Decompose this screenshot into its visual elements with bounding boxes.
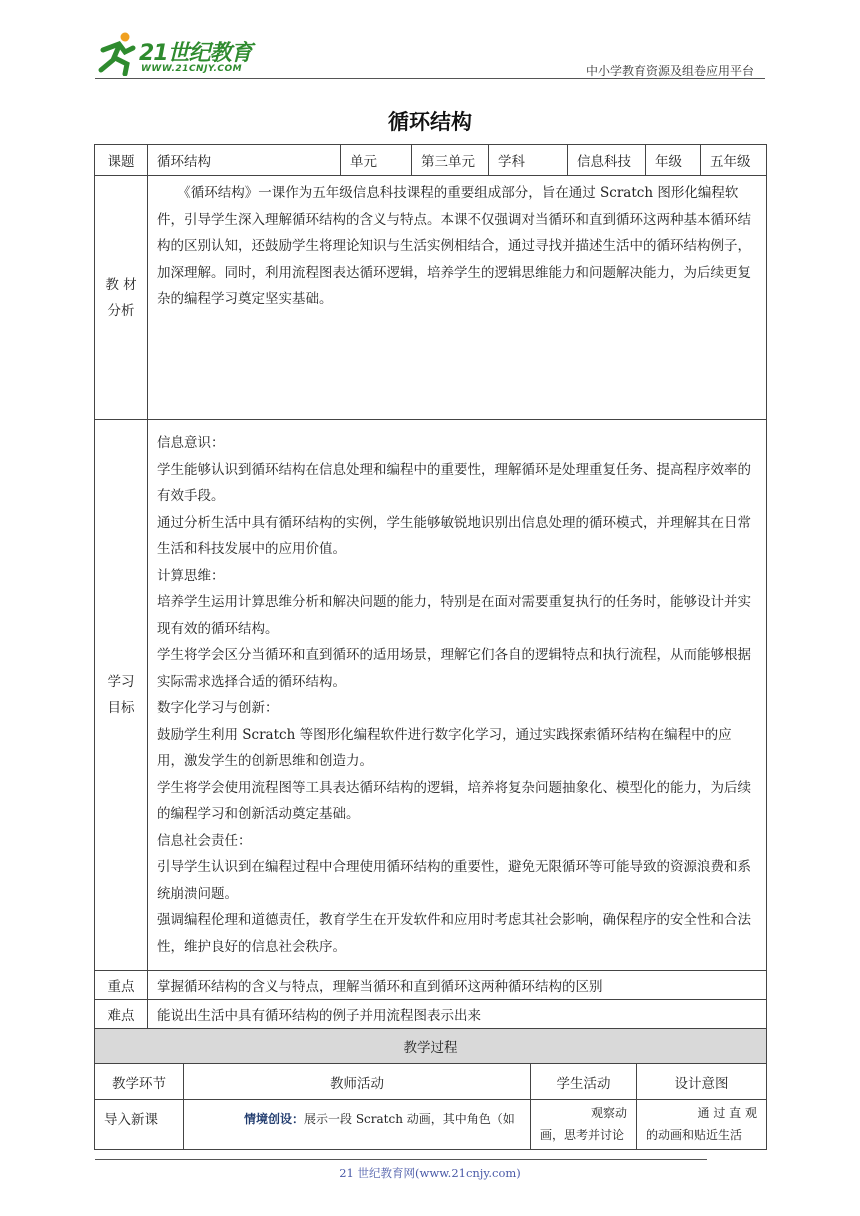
goal-heading: 数字化学习与创新： — [157, 700, 279, 716]
key-point-text: 掌握循环结构的含义与特点，理解当循环和直到循环这两种循环结构的区别 — [148, 971, 767, 1000]
footer-divider — [95, 1159, 707, 1160]
page-footer: 21 世纪教育网(www.21cnjy.com) — [339, 1166, 521, 1180]
goal-text: 通过分析生活中具有循环结构的实例，学生能够敏锐地识别出信息处理的循环模式，并理解其在日常生活和科技发展中的应用价值。 — [157, 514, 751, 557]
teacher-bold-text: 情境创设： — [244, 1112, 305, 1126]
lesson-info-table — [94, 144, 767, 1029]
material-analysis-text: 《循环结构》一课作为五年级信息科技课程的重要组成部分，旨在通过 Scratch 图形化编程软件，引导学生深入理解循环结构的含义与特点。本课不仅强调对当循环和直到循环这两种基本循环结构的区别认知，还鼓励学生将理论知识与生活实例相结合，通过寻找并描述生活中的循环结构例子，加深理解。同时，利用流程图表达循环逻辑，培养学生的逻辑思维能力和问题解决能力，为后续更复杂的编程学习奠定坚实基础。 — [157, 185, 751, 307]
material-analysis-label: 教 材 分析 — [95, 176, 148, 420]
learning-goals-label: 学习 目标 — [95, 420, 148, 971]
teaching-process-table — [94, 1028, 767, 1150]
topic-label: 课题 — [95, 145, 148, 176]
material-analysis-cell — [148, 176, 767, 420]
goal-heading: 信息意识： — [157, 435, 225, 451]
col-stage: 教学环节 — [95, 1064, 184, 1100]
logo-subtext: WWW.21CNJY.COM — [141, 64, 243, 74]
material-analysis-row — [95, 176, 767, 420]
goal-text: 学生能够认识到循环结构在信息处理和编程中的重要性，理解循环是处理重复任务、提高程序效率的有效手段。 — [157, 461, 751, 504]
col-intent: 设计意图 — [637, 1064, 767, 1100]
logo-text: 21世纪教育 — [139, 41, 252, 66]
goal-text: 学生将学会区分当循环和直到循环的适用场景，理解它们各自的逻辑特点和执行流程，从而能够根据实际需求选择合适的循环结构。 — [157, 647, 751, 690]
process-column-headers — [95, 1064, 767, 1100]
intent-line: 通 过 直 观 — [697, 1106, 757, 1120]
key-point-label: 重点 — [95, 971, 148, 1000]
student-line: 画，思考并讨论 — [540, 1128, 625, 1142]
col-student: 学生活动 — [531, 1064, 637, 1100]
platform-name: 中小学教育资源及组卷应用平台 — [585, 64, 754, 78]
goal-heading: 信息社会责任： — [157, 832, 252, 849]
process-heading: 教学过程 — [95, 1029, 767, 1064]
document-title: 循环结构 — [388, 110, 472, 134]
teacher-cell — [184, 1100, 531, 1150]
grade-value: 五年级 — [701, 145, 767, 176]
goal-text: 引导学生认识到在编程过程中合理使用循环结构的重要性，避免无限循环等可能导致的资源浪费和系统崩溃问题。 — [157, 859, 751, 902]
grade-label: 年级 — [646, 145, 701, 176]
intent-cell — [637, 1100, 767, 1150]
difficult-point-text: 能说出生活中具有循环结构的例子并用流程图表示出来 — [148, 1000, 767, 1029]
student-cell — [531, 1100, 637, 1150]
subject-label: 学科 — [489, 145, 568, 176]
intent-line: 的动画和贴近生活 — [646, 1128, 743, 1142]
teacher-text: 展示一段 Scratch 动画，其中角色（如 — [304, 1112, 515, 1126]
difficult-point-row — [95, 1000, 767, 1029]
student-line: 观察动 — [590, 1106, 627, 1120]
goal-text: 学生将学会使用流程图等工具表达循环结构的逻辑，培养将复杂问题抽象化、模型化的能力，为后续的编程学习和创新活动奠定基础。 — [157, 779, 751, 822]
stage-cell: 导入新课 — [95, 1100, 184, 1150]
site-logo — [95, 30, 265, 80]
unit-value: 第三单元 — [412, 145, 489, 176]
goal-heading: 计算思维： — [157, 567, 225, 584]
unit-label: 单元 — [341, 145, 412, 176]
key-point-row — [95, 971, 767, 1000]
goal-text: 强调编程伦理和道德责任，教育学生在开发软件和应用时考虑其社会影响，确保程序的安全性和合法性，维护良好的信息社会秩序。 — [157, 912, 751, 955]
col-teacher: 教师活动 — [184, 1064, 531, 1100]
info-row — [95, 145, 767, 176]
topic-value: 循环结构 — [148, 145, 341, 176]
difficult-point-label: 难点 — [95, 1000, 148, 1029]
process-row — [95, 1100, 767, 1150]
goal-text: 鼓励学生利用 Scratch 等图形化编程软件进行数字化学习，通过实践探索循环结构在编程中的应用，激发学生的创新思维和创造力。 — [157, 726, 732, 769]
page-header — [0, 0, 860, 100]
runner-icon — [95, 30, 141, 76]
goal-text: 培养学生运用计算思维分析和解决问题的能力，特别是在面对需要重复执行的任务时，能够设计并实现有效的循环结构。 — [157, 594, 751, 637]
learning-goals-row — [95, 420, 767, 971]
header-divider — [95, 78, 765, 79]
learning-goals-cell — [148, 420, 767, 971]
process-heading-row — [95, 1029, 767, 1064]
subject-value: 信息科技 — [568, 145, 646, 176]
